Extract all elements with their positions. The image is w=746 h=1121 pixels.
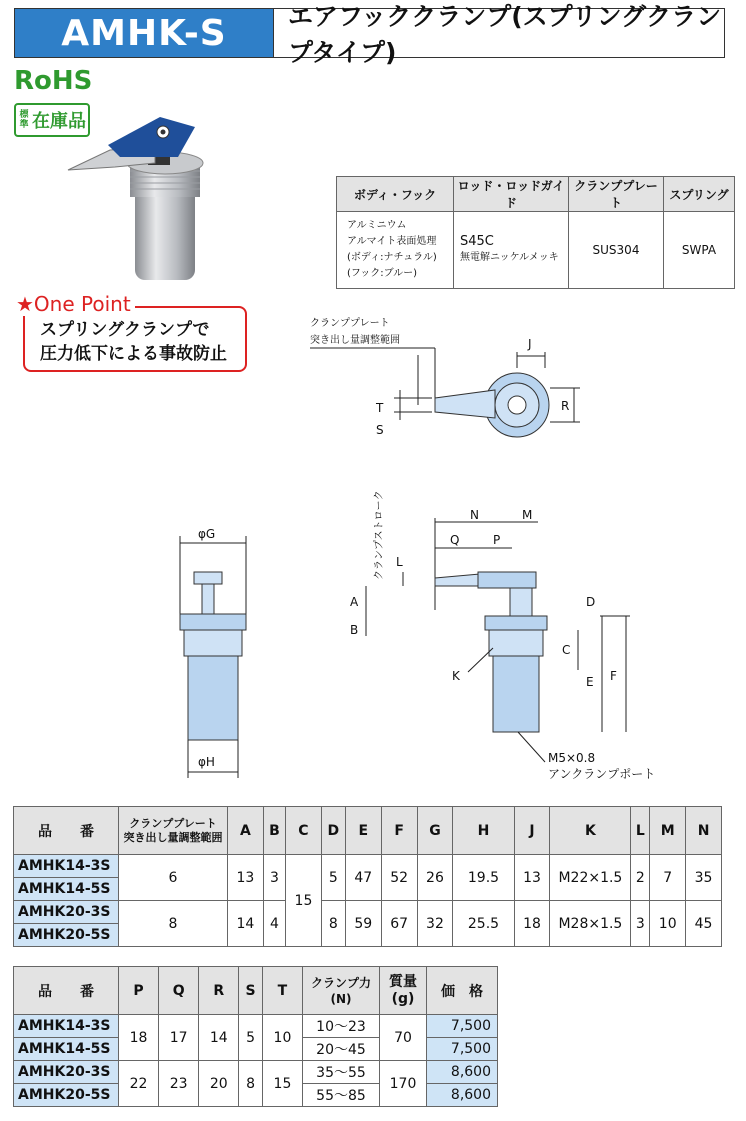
table-row-model: AMHK20-5S (14, 924, 119, 947)
cell-price: 8,600 (427, 1061, 498, 1084)
cell: 45 (686, 901, 722, 947)
col-header: T (262, 967, 302, 1015)
page-header (14, 2, 725, 67)
cell-force: 35〜55 (303, 1061, 380, 1084)
col-header: 価 格 (427, 967, 498, 1015)
dim-Q: Q (450, 533, 460, 547)
cell: 6 (119, 855, 228, 901)
stroke-label: クランプストローク (374, 490, 385, 580)
cell: 22 (119, 1061, 159, 1107)
dim-G: φG (198, 527, 216, 541)
cell: M28×1.5 (550, 901, 631, 947)
cell: 5 (321, 855, 345, 901)
col-header-mass: 質量 (g) (380, 967, 427, 1015)
cell: 13 (514, 855, 550, 901)
material-header: ロッド・ロッドガイド (454, 177, 569, 212)
col-header: D (321, 807, 345, 855)
cell: 2 (631, 855, 650, 901)
col-header: Q (159, 967, 199, 1015)
rohs-logo: RoHS (14, 66, 93, 96)
col-header: C (286, 807, 322, 855)
plate-label-1: クランププレート (310, 318, 390, 329)
cell: 170 (380, 1061, 427, 1107)
cell: 59 (345, 901, 381, 947)
col-header: 品 番 (14, 807, 119, 855)
cell: 19.5 (453, 855, 514, 901)
dim-B: B (350, 623, 359, 637)
cell: 14 (228, 901, 264, 947)
cell-price: 7,500 (427, 1038, 498, 1061)
cell-price: 7,500 (427, 1015, 498, 1038)
col-header: B (263, 807, 285, 855)
cell: 14 (199, 1015, 239, 1061)
col-header: R (199, 967, 239, 1015)
spec-table (13, 966, 498, 1107)
dim-R: R (561, 399, 570, 413)
cell: 67 (381, 901, 417, 947)
cell: 15 (262, 1061, 302, 1107)
dim-M: M (522, 508, 533, 522)
material-header: ボディ・フック (337, 177, 454, 212)
cell: 3 (263, 855, 285, 901)
cell: 25.5 (453, 901, 514, 947)
dim-S: S (376, 423, 384, 437)
col-header: H (453, 807, 514, 855)
material-header: クランププレート (569, 177, 664, 212)
cell: 13 (228, 855, 264, 901)
dim-K: K (452, 669, 460, 683)
col-header: L (631, 807, 650, 855)
dim-E: E (586, 675, 594, 689)
cell: 18 (119, 1015, 159, 1061)
cell-force: 10〜23 (303, 1015, 380, 1038)
cell: 4 (263, 901, 285, 947)
col-header: G (417, 807, 453, 855)
col-header: M (650, 807, 686, 855)
table-row-model: AMHK14-3S (14, 1015, 119, 1038)
model-title: AMHK-S (15, 9, 273, 57)
cell: 10 (262, 1015, 302, 1061)
cell: 8 (119, 901, 228, 947)
col-header: E (345, 807, 381, 855)
col-header: K (550, 807, 631, 855)
cell: 7 (650, 855, 686, 901)
cell: 70 (380, 1015, 427, 1061)
dim-A: A (350, 595, 359, 609)
dim-F: F (610, 669, 617, 683)
stock-badge-small: 標準 (19, 110, 29, 130)
col-header: N (686, 807, 722, 855)
cell: 26 (417, 855, 453, 901)
table-row-model: AMHK20-3S (14, 901, 119, 924)
dim-L: L (396, 555, 403, 569)
col-header: F (381, 807, 417, 855)
dim-D: D (586, 595, 596, 609)
one-point-text: スプリングクランプで 圧力低下による事故防止 (40, 320, 227, 364)
stock-badge-label: 在庫品 (32, 111, 86, 132)
col-header: 品 番 (14, 967, 119, 1015)
cell: 5 (239, 1015, 263, 1061)
cell: 8 (321, 901, 345, 947)
cell: 35 (686, 855, 722, 901)
cell: 8 (239, 1061, 263, 1107)
col-header-force: クランプ力 (N) (303, 967, 380, 1015)
table-row-model: AMHK14-5S (14, 878, 119, 901)
cell: 18 (514, 901, 550, 947)
dim-J: J (528, 337, 532, 351)
cell: M22×1.5 (550, 855, 631, 901)
one-point-title: ★One Point (12, 292, 135, 316)
cell-force: 20〜45 (303, 1038, 380, 1061)
col-header: A (228, 807, 264, 855)
material-plate: SUS304 (569, 212, 664, 289)
cell: 52 (381, 855, 417, 901)
cell: 32 (417, 901, 453, 947)
dim-C: C (562, 643, 571, 657)
cell-force: 55〜85 (303, 1084, 380, 1107)
dim-H: φH (198, 755, 215, 769)
col-header: S (239, 967, 263, 1015)
material-body: アルミニウム アルマイト表面処理 (ボディ:ナチュラル) (フック:ブルー) (337, 212, 454, 289)
port-label-1: M5×0.8 (548, 751, 596, 765)
material-spring: SWPA (664, 212, 735, 289)
dim-P: P (493, 533, 501, 547)
col-header-plate: クランププレート 突き出し量調整範囲 (119, 807, 228, 855)
plate-label-2: 突き出し量調整範囲 (310, 335, 400, 346)
technical-drawing (150, 310, 740, 800)
cell: 20 (199, 1061, 239, 1107)
dim-T: T (376, 401, 384, 415)
material-table (336, 176, 735, 289)
cell: 10 (650, 901, 686, 947)
product-title: エアフッククランプ(スプリングクランプタイプ) (273, 9, 724, 57)
table-row-model: AMHK14-3S (14, 855, 119, 878)
cell-price: 8,600 (427, 1084, 498, 1107)
cell: 3 (631, 901, 650, 947)
material-header: スプリング (664, 177, 735, 212)
product-photo (60, 105, 220, 290)
table-row-model: AMHK20-3S (14, 1061, 119, 1084)
dimension-table (13, 806, 722, 947)
table-row-model: AMHK14-5S (14, 1038, 119, 1061)
col-header: J (514, 807, 550, 855)
dim-N: N (470, 508, 479, 522)
cell: 23 (159, 1061, 199, 1107)
port-label-2: アンクランプポート (548, 767, 656, 781)
cell: 15 (286, 855, 322, 947)
col-header: P (119, 967, 159, 1015)
material-rod: S45C 無電解ニッケルメッキ (454, 212, 569, 289)
table-row-model: AMHK20-5S (14, 1084, 119, 1107)
cell: 47 (345, 855, 381, 901)
cell: 17 (159, 1015, 199, 1061)
